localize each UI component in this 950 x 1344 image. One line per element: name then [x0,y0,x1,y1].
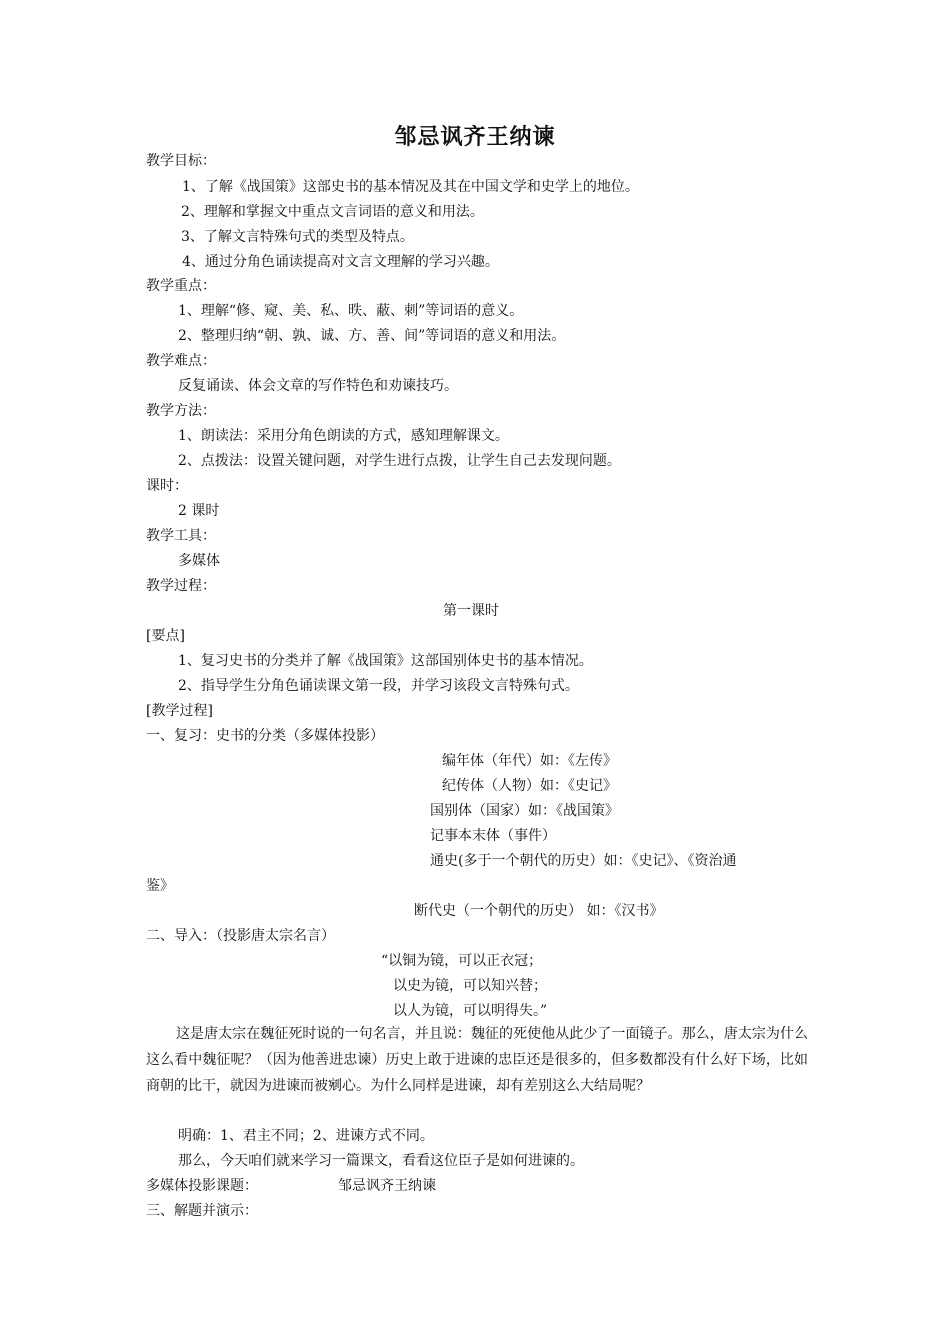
history-type-item: 记事本末体（事件） [430,828,556,844]
tools-heading: 教学工具： [146,528,216,544]
objective-item: 3、了解文言特殊句式的类型及特点。 [181,229,414,245]
objectives-heading: 教学目标： [146,153,216,169]
intro-paragraph: 这是唐太宗在魏征死时说的一句名言，并且说：魏征的死使他从此少了一面镜子。那么，唐太宗为什么这么看中魏征呢？（因为他善进忠谏）历史上敢于进谏的忠臣还是很多的，但多数都没有什么好下场，比如商朝的比干，就因为进谏而被剜心。为什么同样是进谏，却有差别这么大结局呢？ [146,1026,808,1094]
review-heading: 一、复习：史书的分类（多媒体投影） [146,728,384,744]
quote-line: 以史为镜，可以知兴替； [393,978,547,994]
teaching-process-heading: [教学过程] [146,703,213,719]
difficulties-text: 反复诵读、体会文章的写作特色和劝谏技巧。 [178,378,458,394]
history-type-item: 鉴》 [146,878,174,894]
objective-item: 2、理解和掌握文中重点文言词语的意义和用法。 [181,204,484,220]
history-type-item: 国别体（国家）如：《战国策》 [430,803,619,819]
history-type-item: 断代史（一个朝代的历史） 如：《汉书》 [414,903,664,919]
section3-heading: 三、解题并演示： [146,1203,258,1219]
method-item: 1、朗读法：采用分角色朗读的方式，感知理解课文。 [178,428,509,444]
projection-label: 多媒体投影课题： [146,1178,258,1194]
document-title: 邹忌讽齐王纳谏 [394,125,556,150]
objective-item: 1、了解《战国策》这部史书的基本情况及其在中国文学和史学上的地位。 [182,179,639,195]
clarify-text: 明确：1、君主不同；2、进谏方式不同。 [178,1128,434,1144]
history-type-item: 纪传体（人物）如：《史记》 [442,778,617,794]
lesson-point-item: 2、指导学生分角色诵读课文第一段，并学习该段文言特殊句式。 [178,678,579,694]
projection-title: 邹忌讽齐王纳谏 [338,1178,436,1194]
lesson-point-item: 1、复习史书的分类并了解《战国策》这部国别体史书的基本情况。 [178,653,593,669]
methods-heading: 教学方法： [146,403,216,419]
intro-heading: 二、导入：（投影唐太宗名言） [146,928,335,944]
objective-item: 4、通过分角色诵读提高对文言文理解的学习兴趣。 [182,254,499,270]
method-item: 2、点拨法：设置关键问题，对学生进行点拨，让学生自己去发现问题。 [178,453,621,469]
key-point-item: 2、整理归纳“朝、孰、诚、方、善、间”等词语的意义和用法。 [178,328,566,344]
key-points-heading: 教学重点： [146,278,216,294]
key-point-item: 1、理解“修、窥、美、私、昳、蔽、刺”等词语的意义。 [178,303,524,319]
transition-text: 那么，今天咱们就来学习一篇课文，看看这位臣子是如何进谏的。 [178,1153,584,1169]
tools-text: 多媒体 [178,553,220,569]
difficulties-heading: 教学难点： [146,353,216,369]
quote-line: “以铜为镜，可以正衣冠； [381,953,543,969]
points-heading: [要点] [146,628,185,644]
quote-line: 以人为镜，可以明得失。” [393,1003,548,1019]
history-type-item: 通史(多于一个朝代的历史）如：《史记》、《资治通 [430,853,737,869]
history-type-item: 编年体（年代）如：《左传》 [442,753,617,769]
hours-text: 2 课时 [178,503,220,519]
lesson-title: 第一课时 [443,603,499,619]
process-heading: 教学过程： [146,578,216,594]
hours-heading: 课时： [146,478,188,494]
